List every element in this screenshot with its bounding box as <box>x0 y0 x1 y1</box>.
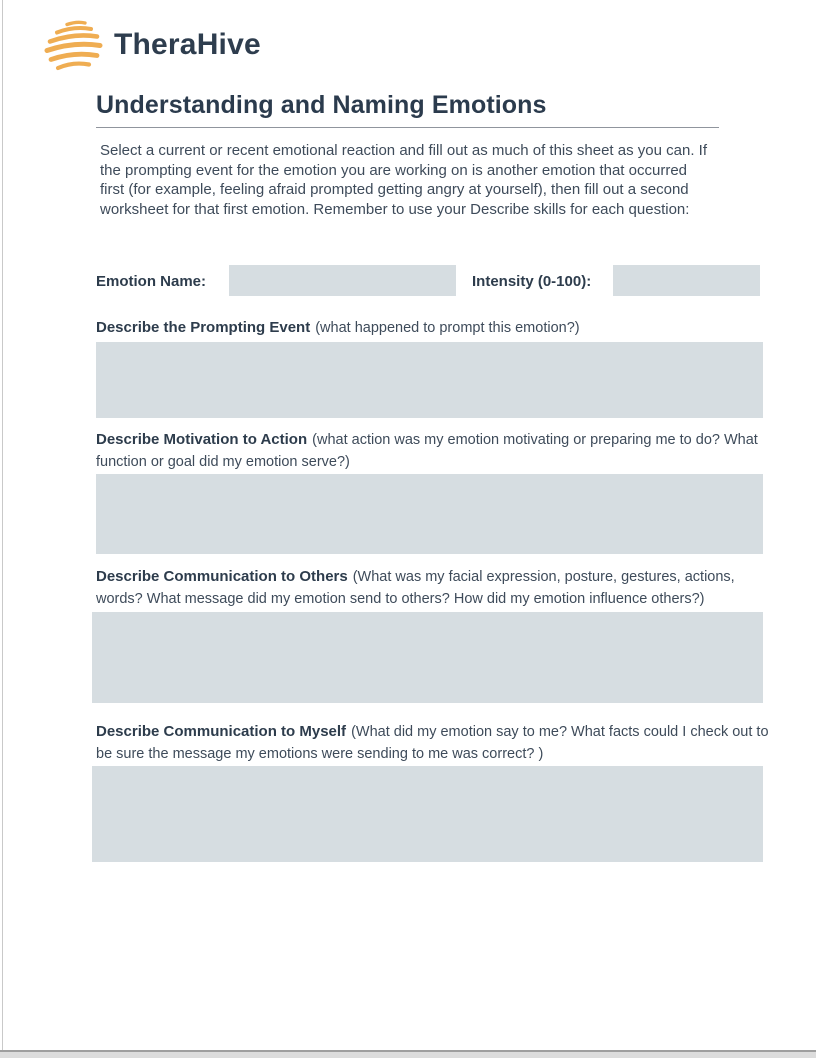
communication-to-myself-hint: (What did my emotion say to me? What facts could I check out to be sure the message my emotions were sending to me was correct? ) <box>96 724 769 762</box>
communication-to-others-textarea[interactable] <box>92 612 763 703</box>
communication-to-myself-label <box>96 721 772 765</box>
intensity-input[interactable] <box>613 265 760 296</box>
motivation-to-action-textarea[interactable] <box>96 474 763 554</box>
brand-header <box>44 18 261 72</box>
page-title: Understanding and Naming Emotions <box>96 91 547 119</box>
intensity-label: Intensity (0-100): <box>472 273 592 290</box>
motivation-to-action-hint: (what action was my emotion motivating or preparing me to do? What function or goal did my emotion serve?) <box>96 432 758 470</box>
communication-to-others-label-bold: Describe Communication to Others <box>96 568 348 585</box>
prompting-event-hint: (what happened to prompt this emotion?) <box>315 320 580 336</box>
motivation-to-action-label <box>96 429 772 473</box>
brand-name: TheraHive <box>114 28 261 61</box>
emotion-name-label: Emotion Name: <box>96 273 207 290</box>
title-divider <box>96 127 719 128</box>
intro-text: Select a current or recent emotional reaction and fill out as much of this sheet as you can. If the prompting event for the emotion you are working on is another emotion that occurred first (for example, feeling afraid prompted getting angry at yourself), then fill out a second worksheet for that first emotion. Remember to use your Describe skills for each question: <box>100 142 707 218</box>
communication-to-myself-label-bold: Describe Communication to Myself <box>96 723 347 740</box>
emotion-name-input[interactable] <box>229 265 456 296</box>
page-left-edge <box>2 0 3 1050</box>
prompting-event-label <box>96 317 772 339</box>
communication-to-others-hint: (What was my facial expression, posture, gestures, actions, words? What message did my emotion send to others? How did my emotion influence others?) <box>96 569 735 607</box>
prompting-event-textarea[interactable] <box>96 342 763 418</box>
communication-to-others-label <box>96 566 772 610</box>
outside-page-background <box>0 1052 816 1058</box>
motivation-to-action-label-bold: Describe Motivation to Action <box>96 431 308 448</box>
communication-to-myself-textarea[interactable] <box>92 766 763 862</box>
prompting-event-label-bold: Describe the Prompting Event <box>96 319 311 336</box>
therahive-hive-logo-icon <box>44 18 104 72</box>
